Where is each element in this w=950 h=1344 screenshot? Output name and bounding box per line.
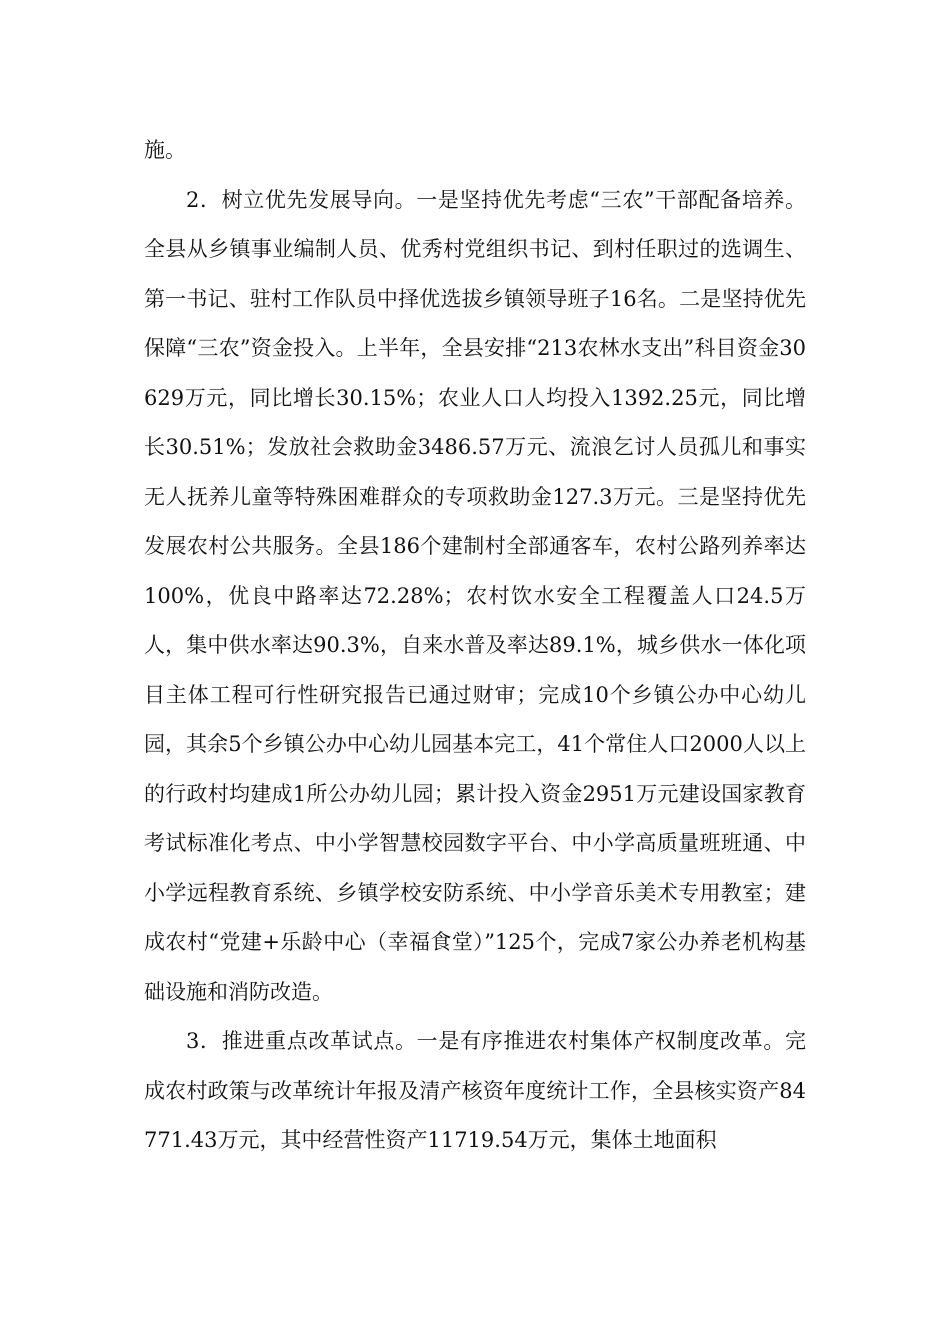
paragraph-continuation: 施。 — [144, 138, 186, 162]
paragraph-priority-development: 2．树立优先发展导向。一是坚持优先考虑“三农”干部配备培养。全县从乡镇事业编制人员、优秀村党组织书记、到村任职过的选调生、第一书记、驻村工作队员中择优选拔乡镇领导班子16名。二是坚持优先保障“三农”资金投入。上半年，全县安排“213农林水支出”科目资金30629万元，同比增长30.15%；农业人口人均投入1392.25元，同比增长30.51%；发放社会救助金3486.57万元、流浪乞讨人员孤儿和事实无人抚养儿童等特殊困难群众的专项救助金127.3万元。三是坚持优先发展农村公共服务。全县186个建制村全部通客车，农村公路列养率达100%，优良中路率达72.28%；农村饮水安全工程覆盖人口24.5万人，集中供水率达90.3%，自来水普及率达89.1%，城乡供水一体化项目主体工程可行性研究报告已通过财审；完成10个乡镇公办中心幼儿园，其余5个乡镇公办中心幼儿园基本完工，41个常住人口2000人以上的行政村均建成1所公办幼儿园；累计投入资金2951万元建设国家教育考试标准化考点、中小学智慧校园数字平台、中小学高质量班班通、中小学远程教育系统、乡镇学校安防系统、中小学音乐美术专用教室；建成农村“党建+乐龄中心（幸福食堂）”125个，完成7家公办养老机构基础设施和消防改造。 — [144, 187, 806, 1004]
paragraph-key-reform-pilots: 3．推进重点改革试点。一是有序推进农村集体产权制度改革。完成农村政策与改革统计年报及清产核资年度统计工作，全县核实资产84771.43万元，其中经营性资产11719.54万元，集体土地面积 — [144, 1029, 806, 1152]
document-page — [144, 126, 806, 1166]
